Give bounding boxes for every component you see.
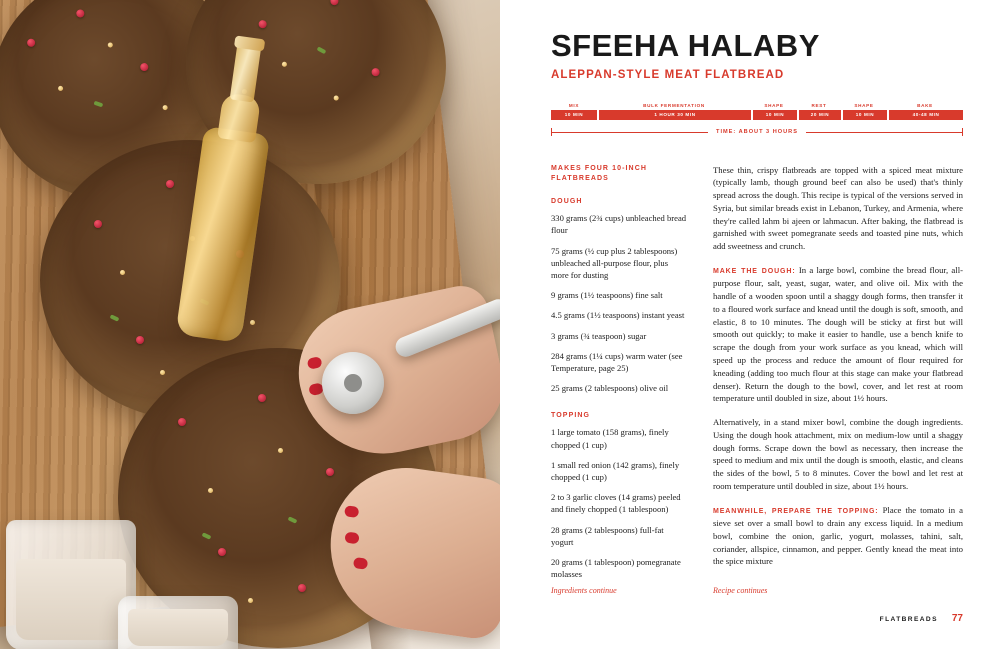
timeline-label-mix: MIX: [568, 102, 580, 108]
list-item: 2 to 3 garlic cloves (14 grams) peeled and finely chopped (1 tablespoon): [551, 492, 681, 515]
timeline-duration-rest: 20 MIN: [799, 110, 841, 120]
page-number: 77: [951, 613, 963, 624]
timeline-label-shape-1: SHAPE: [764, 102, 784, 108]
pizza-cutter-hub: [344, 374, 362, 392]
page-subtitle: ALEPPAN-STYLE MEAT FLATBREAD: [551, 68, 785, 81]
list-item: 20 grams (1 tablespoon) pomegranate molasses: [551, 557, 681, 580]
list-item: 284 grams (1¼ cups) warm water (see Temperature, page 25): [551, 350, 683, 374]
drinking-glass-2: [118, 596, 238, 649]
ingredients-continues-note: Ingredients continue: [551, 586, 617, 595]
list-item: 330 grams (2¾ cups) unbleached bread flour: [551, 213, 687, 236]
page-footer: [880, 613, 963, 624]
timeline-total: [551, 127, 963, 138]
timeline-label-bulk-fermentation: BULK FERMENTATION: [643, 102, 705, 108]
recipe-yield: MAKES FOUR 10-INCH FLATBREADS: [551, 164, 648, 183]
timeline-duration-bake: 40-48 MIN: [889, 110, 963, 120]
ingredient-section-dough: [551, 198, 687, 394]
recipe-timeline: [551, 103, 963, 138]
run-in-heading-prepare-topping: MEANWHILE, PREPARE THE TOPPING:: [713, 507, 879, 515]
list-item: 9 grams (1½ teaspoons) fine salt: [551, 290, 663, 301]
timeline-bars: [551, 110, 963, 120]
list-item: 28 grams (2 tablespoons) full-fat yogurt: [551, 524, 664, 547]
ingredient-section-topping: [551, 412, 687, 580]
ingredients-column: [551, 164, 687, 589]
method-column: [713, 164, 963, 589]
page-title: SFEEHA HALABY: [551, 28, 820, 63]
timeline-label-bake: BAKE: [917, 102, 933, 108]
paragraph-text: Place the tomato in a sieve set over a small bowl to drain any excess liquid. In a medium bowl, combine the onion, garlic, yogurt, molasses, tahini, salt, coriander, allspice, cinnamon, and pepper. Gently knead the meat into the spice mixture: [713, 504, 963, 567]
list-item: 1 small red onion (142 grams), finely chopped (1 cup): [551, 459, 680, 483]
paragraph-prepare-topping: [713, 504, 963, 568]
recipe-text-page: [500, 0, 1000, 649]
recipe-content: [551, 30, 963, 589]
timeline-label-rest: REST: [811, 102, 827, 108]
recipe-continues-note: Recipe continues: [713, 586, 768, 595]
timeline-duration-mix: 10 MIN: [551, 110, 597, 120]
list-item: 75 grams (½ cup plus 2 tablespoons) unbleached all-purpose flour, plus more for dusting: [551, 245, 678, 281]
drinking-glass-1: [6, 520, 136, 649]
section-heading-dough: DOUGH: [551, 198, 583, 206]
list-item: 4.5 grams (1½ teaspoons) instant yeast: [551, 310, 685, 321]
timeline-label-shape-2: SHAPE: [854, 102, 874, 108]
list-item: 1 large tomato (158 grams), finely chopped (1 cup): [551, 427, 669, 450]
run-in-heading-make-the-dough: MAKE THE DOUGH:: [713, 268, 796, 276]
paragraph-stand-mixer: Alternatively, in a stand mixer bowl, combine the dough ingredients. Using the dough hook attachment, mix on medium-low until a shaggy dough forms. Scrape down the bowl as necessary, then increase the speed to medium and mix until the dough is smooth, elastic, and cleans the sides of the bowl, 5 to 8 minutes. Cover the bowl and let rest at room temperature until doubled in size, about 1½ hours.: [713, 417, 963, 492]
timeline-total-label: TIME: ABOUT 3 HOURS: [708, 129, 806, 135]
paragraph-intro: These thin, crispy flatbreads are topped with a spiced meat mixture (typically lamb, though ground beef can also be used) that's thinly spread across the dough. This recipe is typical of the versions served in Syria, but similar breads exist in Lebanon, Turkey, and Armenia, where they're called lahm bi ajeen or lahmacun. After baking, the flatbread is garnished with sweet pomegranate seeds and toasted pine nuts, which add sweetness and crunch.: [713, 164, 963, 252]
section-heading-topping: TOPPING: [551, 412, 591, 420]
timeline-duration-shape-2: 10 MIN: [843, 110, 887, 120]
timeline-duration-bulk-fermentation: 1 HOUR 30 MIN: [599, 110, 751, 120]
footer-section-label: FLATBREADS: [879, 616, 938, 623]
paragraph-text: In a large bowl, combine the bread flour, all-purpose flour, salt, yeast, sugar, water, and olive oil. Mix with the handle of a wooden spoon until a shaggy dough forms, then transfer it to a floured work surface and knead until the dough is soft, smooth, and elastic, 8 to 10 minutes. The dough will be sticky at first but will smooth out quickly; to make it easier to handle, use a bench knife to scrape the dough from your work surface as you knead, which will speed up the process and reduce the amount of flour required for kneading (adding too much flour at this stage can make your flatbread denser). Return the dough to the bowl, cover, and let rest at room temperature until doubled in size, about 1½ hours.: [713, 265, 963, 404]
timeline-duration-shape-1: 10 MIN: [753, 110, 797, 120]
paragraph-make-the-dough: [713, 264, 963, 405]
recipe-columns: [551, 164, 963, 589]
list-item: 3 grams (¾ teaspoon) sugar: [551, 330, 647, 341]
timeline-labels: [551, 103, 963, 108]
list-item: 25 grams (2 tablespoons) olive oil: [551, 383, 669, 394]
